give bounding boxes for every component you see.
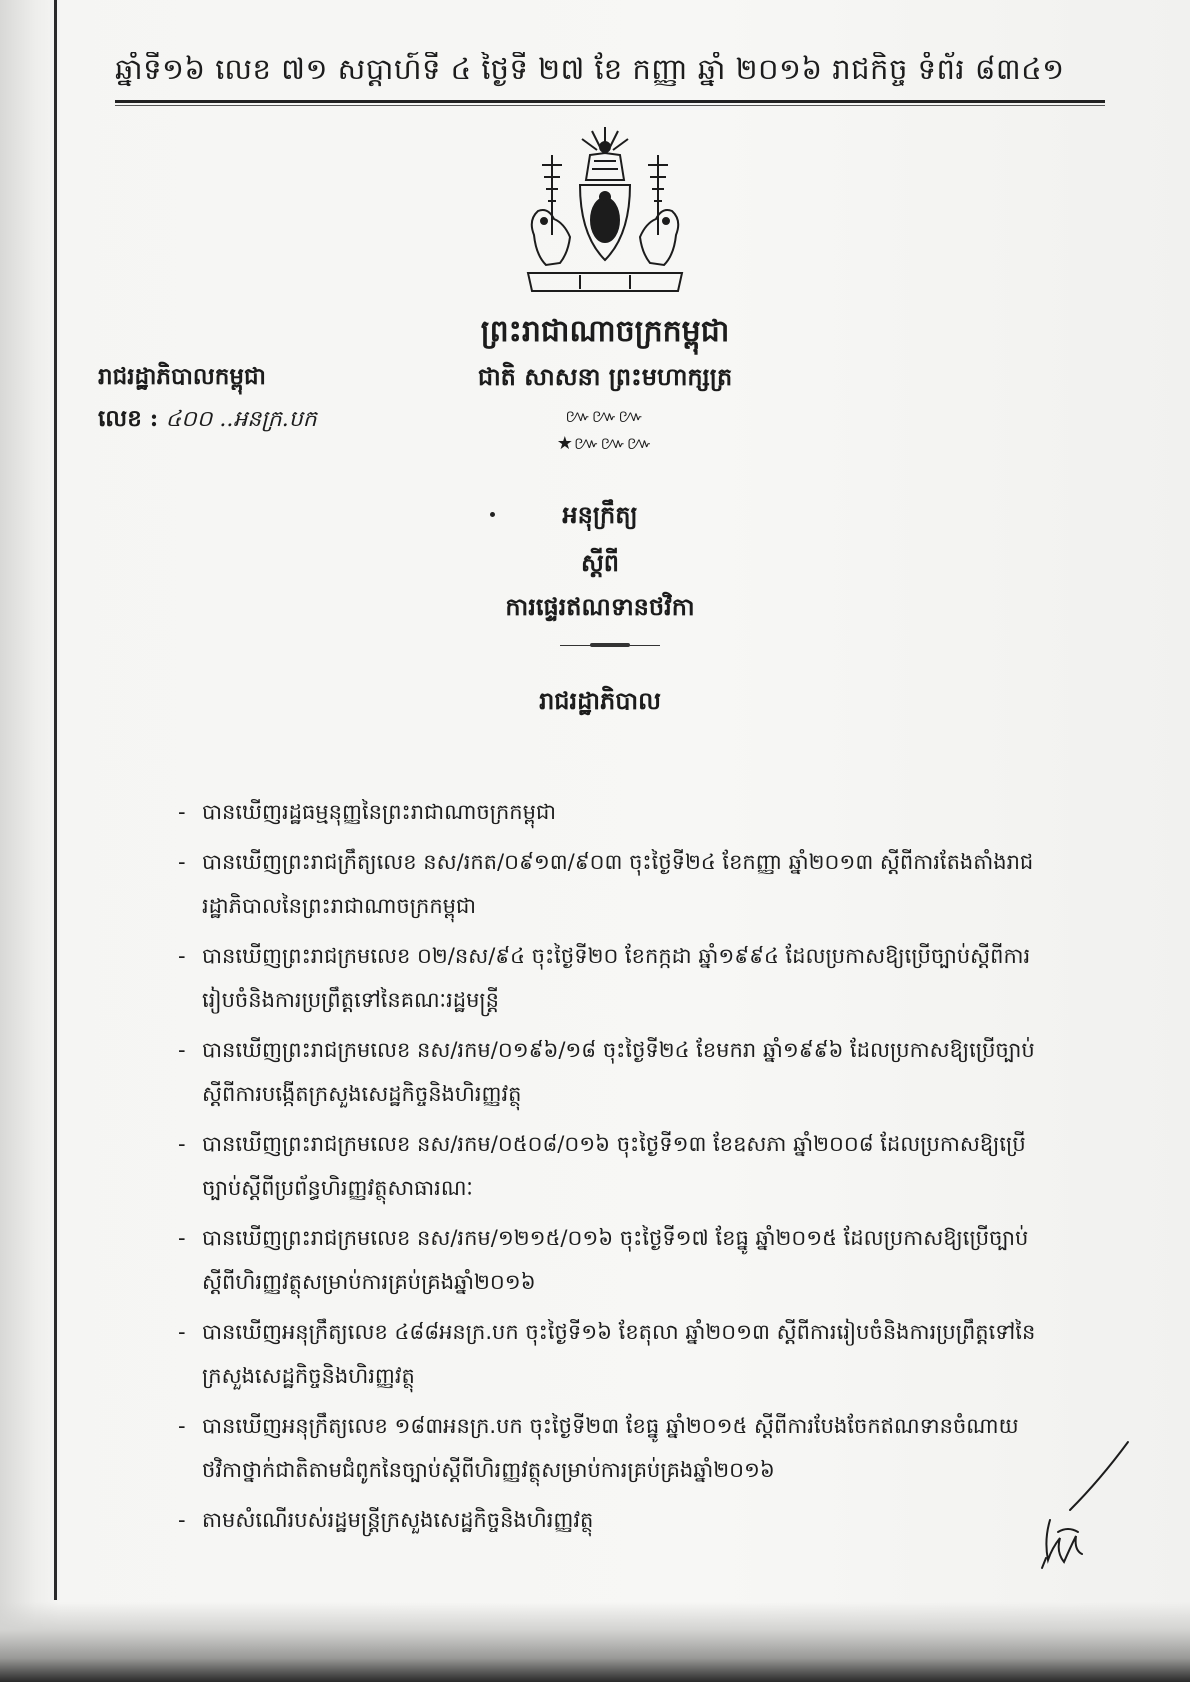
clause-text: បានឃើញព្រះរាជក្រមលេខ នស/រកម/០១៩៦/១៨ ចុះថ្ងៃទី២៤ ខែមករា ឆ្នាំ១៩៩៦ ដែលប្រកាសឱ្យប្រើច្បាប់ស្តីពីការបង្កើតក្រសួងសេដ្ឋកិច្ចនិងហិរញ្ញវត្ថុ (202, 1038, 1035, 1106)
scan-bottom-shadow (0, 1602, 1190, 1682)
bullet-dash: - (178, 1508, 186, 1532)
handwritten-initial-icon (1030, 1440, 1130, 1570)
issuing-authority: រាជរដ្ឋាភិបាល (539, 686, 661, 715)
clause-text: បានឃើញអនុក្រឹត្យលេខ ១៨៣អនក្រ.បក ចុះថ្ងៃទី២៣ ខែធ្នូ ឆ្នាំ២០១៥ ស្តីពីការបែងចែកឥណទានចំណាយថវិកាថ្នាក់ជាតិតាមជំពូកនៃច្បាប់ស្តីពីហិរញ្ញវត្ថុសម្រាប់ការគ្រប់គ្រងឆ្នាំ២០១៦ (202, 1414, 1019, 1482)
list-item (170, 790, 1050, 834)
list-item (170, 1404, 1050, 1492)
list-item (170, 1310, 1050, 1398)
bullet-dash: - (178, 850, 186, 874)
list-item (170, 1498, 1050, 1542)
preamble-clauses (170, 790, 1050, 1548)
clause-text: បានឃើញព្រះរាជក្រឹត្យលេខ នស/រកត/០៩១៣/៩០៣ ចុះថ្ងៃទី២៤ ខែកញ្ញា ឆ្នាំ២០១៣ ស្តីពីការតែងតាំងរាជរដ្ឋាភិបាលនៃព្រះរាជាណាចក្រកម្ពុជា (202, 850, 1034, 918)
list-item (170, 934, 1050, 1022)
bullet-dash: - (178, 1038, 186, 1062)
document-subject: ការផ្ទេរឥណទានថវិកា (505, 592, 695, 621)
document-number-label: លេខ : (98, 405, 159, 432)
bullet-dash: - (178, 1414, 186, 1438)
list-item (170, 840, 1050, 928)
section-divider-ornament (590, 643, 630, 647)
royal-coat-of-arms-icon (520, 125, 690, 305)
clause-text: បានឃើញព្រះរាជក្រមលេខ ០២/នស/៩៤ ចុះថ្ងៃទី២០ ខែកក្កដា ឆ្នាំ១៩៩៤ ដែលប្រកាសឱ្យប្រើច្បាប់ស្តីពីការរៀបចំនិងការប្រព្រឹត្តទៅនៃគណៈរដ្ឋមន្ត្រី (202, 944, 1031, 1012)
gazette-header: ឆ្នាំទី១៦ លេខ ៧១ សប្តាហ៍ទី ៤ ថ្ងៃទី ២៧ ខែ កញ្ញា ឆ្នាំ ២០១៦ រាជកិច្ច ទំព័រ ៨៣៤១ (115, 52, 1065, 86)
issuer-name: រាជរដ្ឋាភិបាលកម្ពុជា (98, 363, 266, 390)
ornament-divider: ៚៚៚★៚៚៚ (556, 406, 654, 454)
document-number (98, 405, 317, 438)
clause-text: បានឃើញអនុក្រឹត្យលេខ ៤៨៨អនក្រ.បក ចុះថ្ងៃទី១៦ ខែតុលា ឆ្នាំ២០១៣ ស្តីពីការរៀបចំនិងការប្រព្រឹត្តទៅនៃក្រសួងសេដ្ឋកិច្ចនិងហិរញ្ញវត្ថុ (202, 1320, 1036, 1388)
clause-text: បានឃើញព្រះរាជក្រមលេខ នស/រកម/១២១៥/០១៦ ចុះថ្ងៃទី១៧ ខែធ្នូ ឆ្នាំ២០១៥ ដែលប្រកាសឱ្យប្រើច្បាប់ស្តីពីហិរញ្ញវត្ថុសម្រាប់ការគ្រប់គ្រងឆ្នាំ២០១៦ (202, 1226, 1029, 1294)
header-rule-thin (115, 105, 1105, 106)
header-rule (115, 100, 1105, 103)
page-binding-edge (54, 0, 57, 1600)
page-fold-shadow (0, 0, 60, 1682)
bullet-dash: - (178, 1320, 186, 1344)
clause-text: បានឃើញរដ្ឋធម្មនុញ្ញនៃព្រះរាជាណាចក្រកម្ពុជា (202, 800, 556, 824)
clause-text: បានឃើញព្រះរាជក្រមលេខ នស/រកម/០៥០៨/០១៦ ចុះថ្ងៃទី១៣ ខែឧសភា ឆ្នាំ២០០៨ ដែលប្រកាសឱ្យប្រើច្បាប់ស្តីពីប្រព័ន្ធហិរញ្ញវត្ថុសាធារណៈ (202, 1132, 1026, 1200)
kingdom-name: ព្រះរាជាណាចក្រកម្ពុជា (480, 314, 730, 349)
bullet-dash: - (178, 800, 186, 824)
bullet-dash: - (178, 1226, 186, 1250)
list-item (170, 1122, 1050, 1210)
bullet-dash: - (178, 1132, 186, 1156)
document-number-value: ៤០០ ..អនក្រ.បក (165, 407, 317, 432)
document-about: ស្តីពី (580, 548, 620, 577)
list-item (170, 1216, 1050, 1304)
list-item (170, 1028, 1050, 1116)
clause-text: តាមសំណើរបស់រដ្ឋមន្ត្រីក្រសួងសេដ្ឋកិច្ចនិងហិរញ្ញវត្ថុ (202, 1508, 594, 1532)
bullet-dash: - (178, 944, 186, 968)
national-motto: ជាតិ សាសនា ព្រះមហាក្សត្រ (477, 362, 733, 391)
document-type: អនុក្រឹត្យ (562, 500, 638, 529)
